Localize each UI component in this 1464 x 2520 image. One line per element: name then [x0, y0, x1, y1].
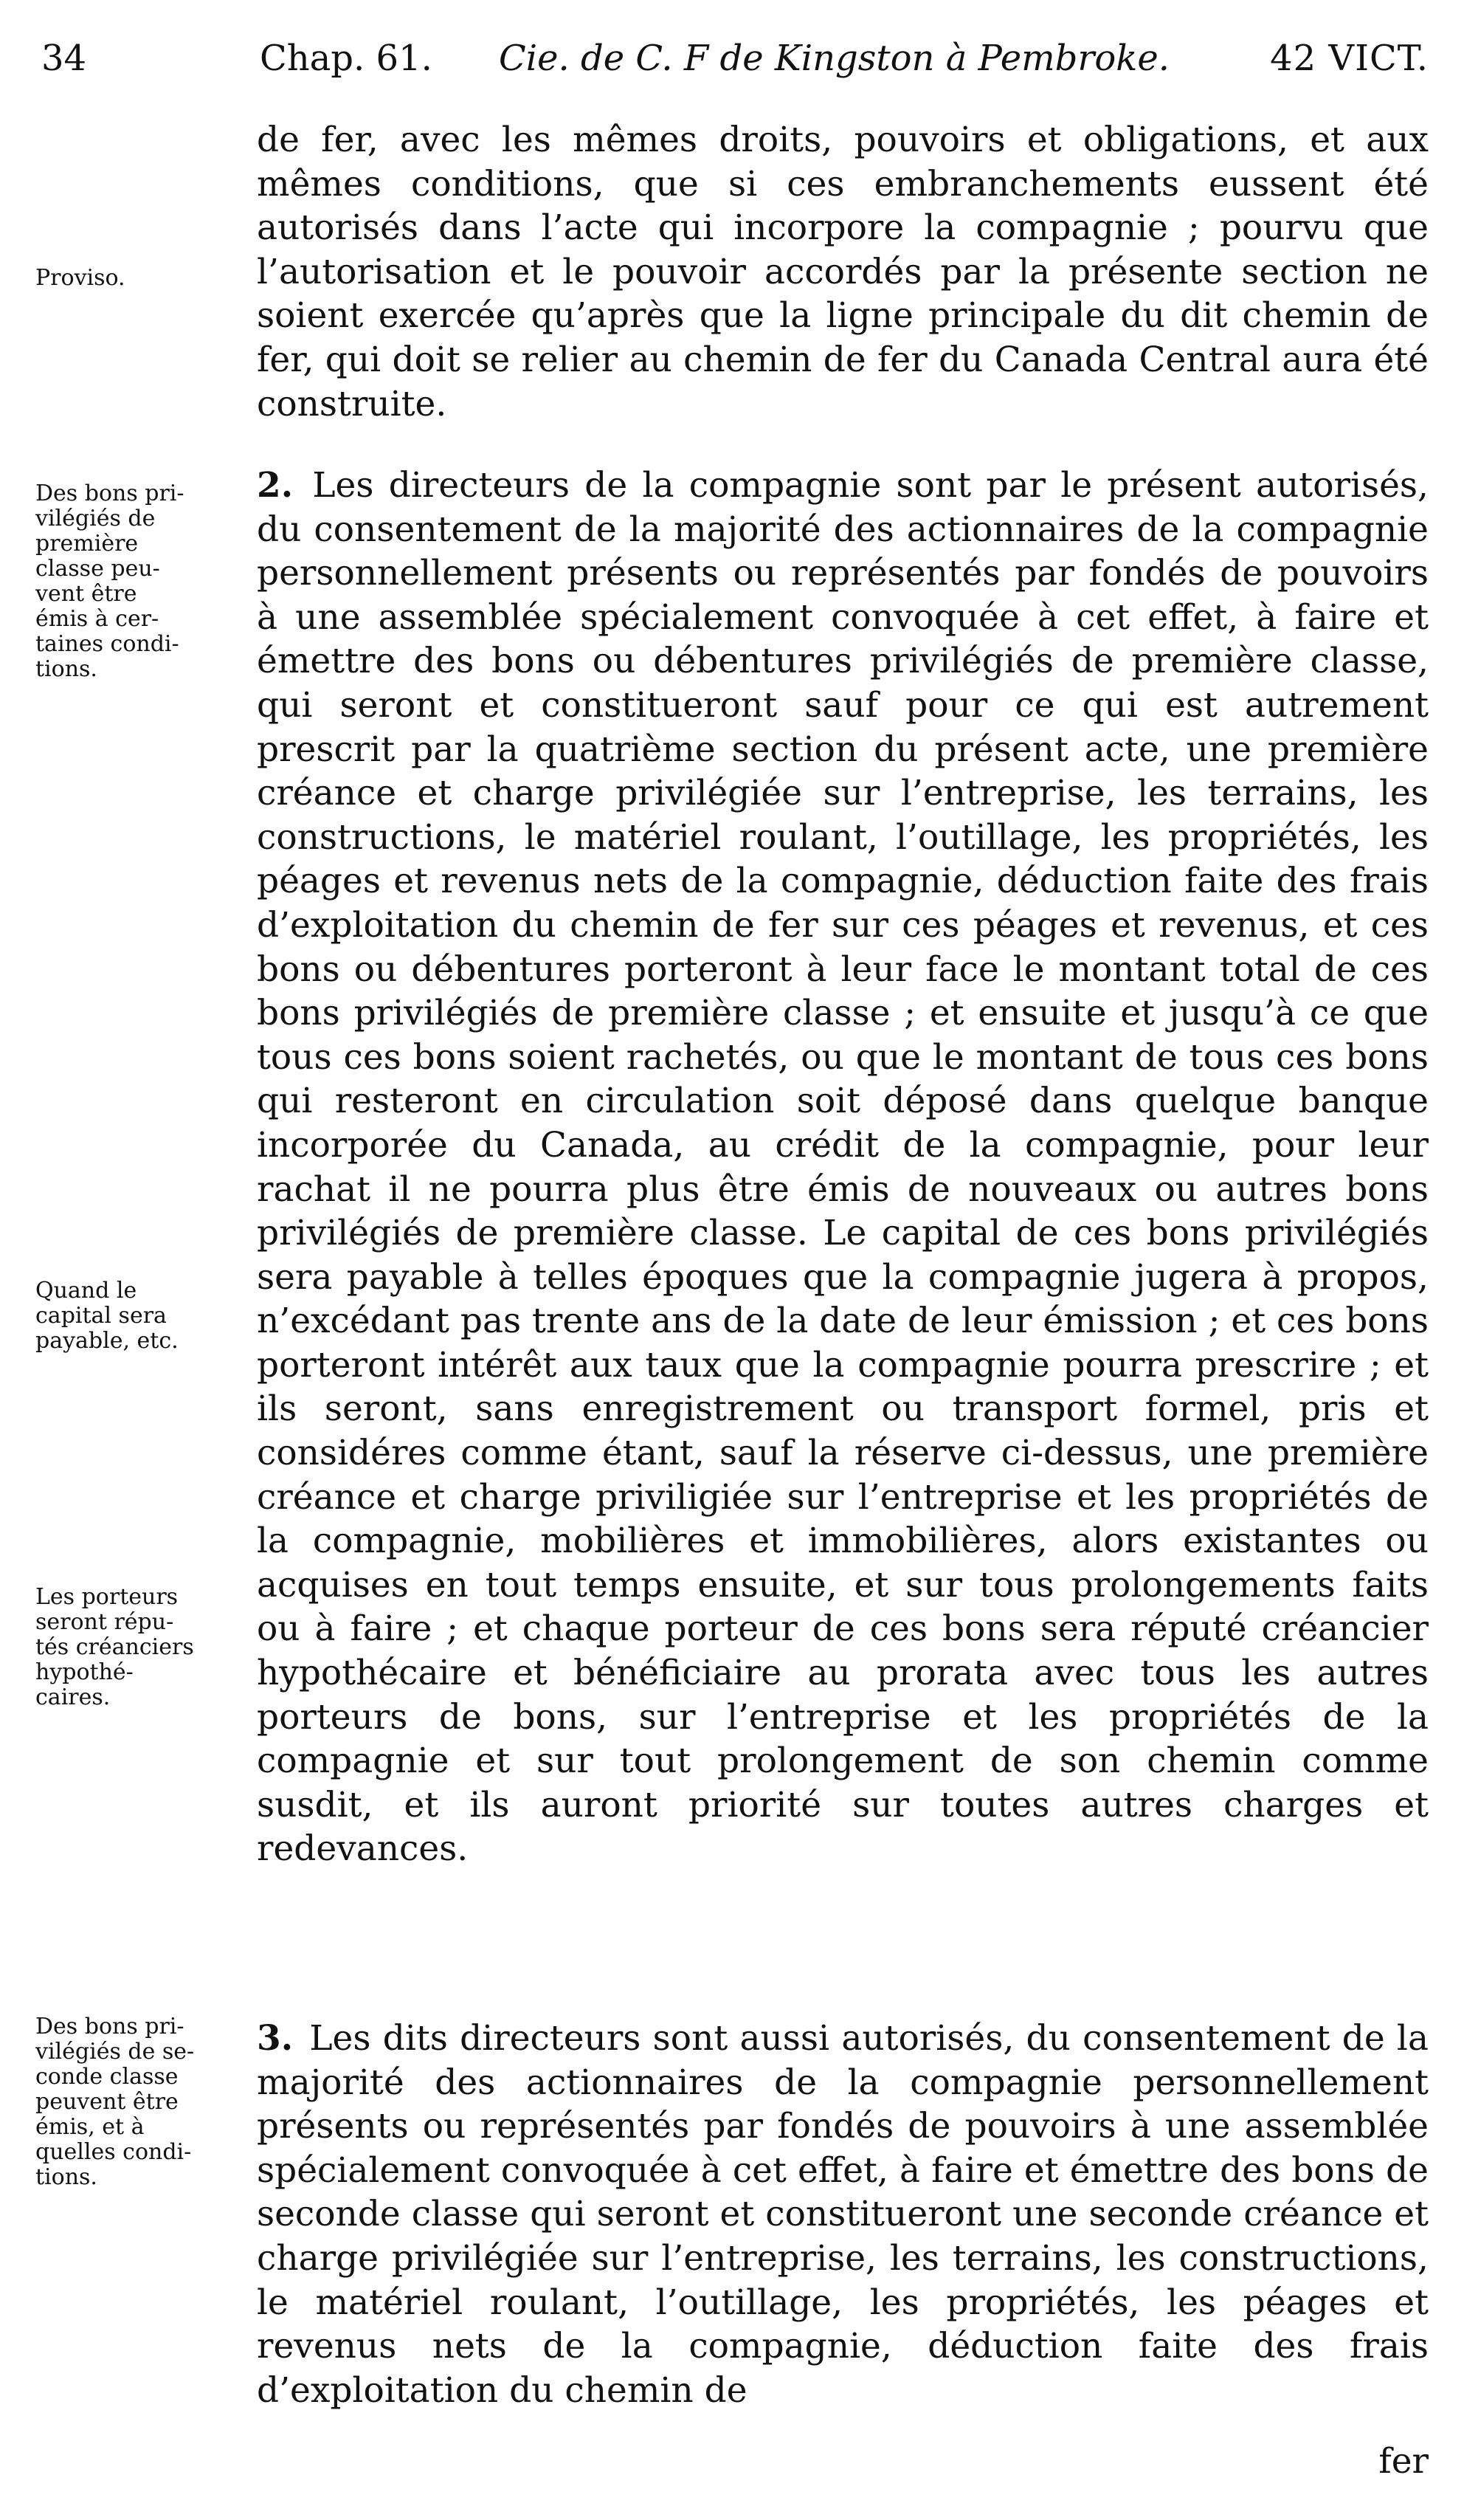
margin-note-bond-holders: Les porteurs seront répu- tés créanciers hypothé- caires.: [35, 1584, 194, 1710]
page-header: [41, 32, 1429, 84]
chapter-label: Chap. 61.: [260, 38, 432, 79]
page-number: 34: [41, 38, 87, 79]
section-2-number: 2.: [257, 465, 294, 506]
section-3-paragraph: [257, 2017, 1429, 2412]
margin-note-first-class-bonds: Des bons pri- vilégiés de première classe peu- vent être émis à cer- taines condi- tions.: [35, 481, 184, 682]
margin-note-capital-payable: Quand le capital sera payable, etc.: [35, 1278, 179, 1354]
margin-note-proviso: Proviso.: [35, 265, 125, 291]
section-3-number: 3.: [257, 2018, 294, 2059]
continuation-paragraph: de fer, avec les mêmes droits, pouvoirs et obligations, et aux mêmes conditions, que si ces embranchements eussent été autorisés dans l’acte qui incorpore la compagnie ; pourvu que l’autorisation et le pouvoir accordés par la présente section ne soient exercée qu’après que la ligne principale du dit chemin de fer, qui doit se relier au chemin de fer du Canada Central aura été construite.: [257, 120, 1429, 424]
running-title: Cie. de C. F de Kingston à Pembroke.: [499, 38, 1170, 79]
catchword: fer: [1378, 2441, 1429, 2482]
section-3-text: Les dits directeurs sont aussi autorisés, du consentement de la majorité des actionnaires de la compagnie personnellement présents ou représentés par fondés de pouvoirs à une assemblée spécialement convoquée à cet effet, à faire et émettre des bons de seconde classe qui seront et constitueront une seconde créance et charge privilégiée sur l’entreprise, les terrains, les constructions, le matériel roulant, l’outillage, les propriétés, les péages et revenus nets de la compagnie, déduction faite des frais d’exploitation du chemin de: [257, 2018, 1429, 2411]
section-2-text: Les directeurs de la compagnie sont par le présent autorisés, du consentement de la majorité des actionnaires de la compagnie personnellement présents ou représentés par fondés de pouvoirs à une assemblée spécialement convoquée à cet effet, à faire et émettre des bons ou débentures privilégiés de première classe, qui seront et constitueront sauf pour ce qui est autrement prescrit par la quatrième section du présent acte, une première créance et charge privilégiée sur l’entreprise, les terrains, les constructions, le matériel roulant, l’outillage, les propriétés, les péages et revenus nets de la compagnie, déduction faite des frais d’exploitation du chemin de fer sur ces péages et revenus, et ces bons ou débentures porteront à leur face le montant total de ces bons privilégiés de première classe ; et ensuite et jusqu’à ce que tous ces bons soient rachetés, ou que le montant de tous ces bons qui resteront en circulation soit déposé dans quelque banque incorporée du Canada, au crédit de la compagnie, pour leur rachat il ne pourra plus être émis de nouveaux ou autres bons privilégiés de première classe. Le capital de ces bons privilégiés sera payable à telles époques que la compagnie jugera à propos, n’excédant pas trente ans de la date de leur émission ; et ces bons porteront intérêt aux taux que la compagnie pourra prescrire ; et ils seront, sans enregistrement ou transport formel, pris et considéres comme étant, sauf la réserve ci-dessus, une première créance et charge priviligiée sur l’entreprise et les propriétés de la compagnie, mobilières et immobilières, alors existantes ou acquises en tout temps ensuite, et sur tous prolongements faits ou à faire ; et chaque porteur de ces bons sera réputé créancier hypothécaire et bénéficiaire au prorata avec tous les autres porteurs de bons, sur l’entreprise et les propriétés de la compagnie et sur tout prolongement de son chemin comme susdit, et ils auront priorité sur toutes autres charges et redevances.: [257, 465, 1429, 1870]
margin-note-second-class-bonds: Des bons pri- vilégiés de se- conde classe peuvent être émis, et à quelles condi- tions.: [35, 2014, 195, 2190]
section-2-paragraph: [257, 464, 1429, 1871]
regnal-year: 42 VICT.: [1270, 38, 1429, 79]
